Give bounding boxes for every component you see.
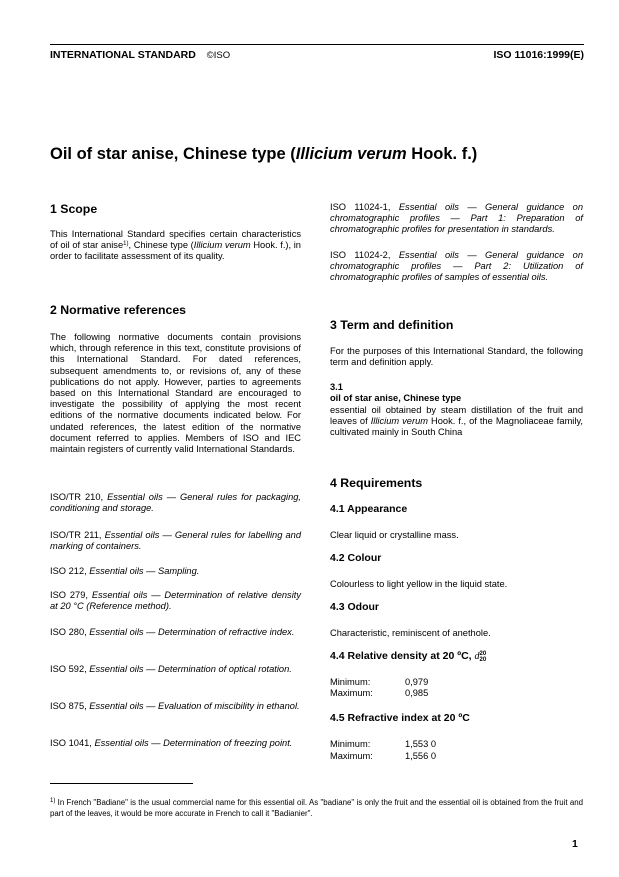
term-definition-italic: Illicium verum bbox=[370, 416, 428, 427]
colour-text: Colourless to light yellow in the liquid state. bbox=[330, 579, 508, 589]
density-max-value: 0,985 bbox=[405, 688, 429, 698]
density-max-label: Maximum: bbox=[330, 688, 373, 698]
reference-item bbox=[50, 492, 301, 514]
density-sup: 20 bbox=[479, 651, 487, 657]
reference-id: ISO 875, bbox=[50, 701, 90, 711]
header-copyright: ©ISO bbox=[206, 50, 231, 61]
document-title bbox=[50, 145, 477, 164]
reference-id: ISO/TR 211, bbox=[50, 530, 105, 540]
requirements-heading: 4 Requirements bbox=[330, 476, 423, 490]
scope-text-part2: , Chinese type ( bbox=[128, 240, 194, 251]
reference-title: Essential oils — Determination of optical rotation. bbox=[89, 664, 292, 674]
reference-title: Essential oils — Determination of freezing point. bbox=[94, 738, 293, 748]
reference-id: ISO 11024-1, bbox=[330, 202, 399, 212]
term-intro: For the purposes of this International Standard, the following term and definition apply. bbox=[330, 346, 583, 368]
term-definition-part2: Hook. f., of the Magnoliaceae family, cultivated mainly in South China bbox=[330, 416, 583, 438]
reference-title: Essential oils — General guidance on chromatographic profiles — Part 1: Preparation of chromatographic profiles for presentation in standards. bbox=[330, 202, 583, 235]
reference-item bbox=[50, 664, 301, 675]
reference-id: ISO 279, bbox=[50, 590, 92, 600]
appearance-heading: 4.1 Appearance bbox=[330, 503, 408, 515]
reference-title: Essential oils — Determination of refractive index. bbox=[89, 627, 295, 637]
reference-title: Essential oils — General guidance on chromatographic profiles — Part 2: Utilization of chromatographic profiles of samples of essential oils. bbox=[330, 250, 583, 283]
refractive-min-row bbox=[330, 739, 436, 750]
reference-id: ISO 11024-2, bbox=[330, 250, 399, 260]
scope-text-part3: Hook. f.), in order to facilitate assessment of its quality. bbox=[50, 240, 301, 262]
title-italic: Illicium verum bbox=[295, 145, 407, 163]
reference-item bbox=[50, 627, 301, 638]
density-heading bbox=[330, 650, 583, 663]
reference-item bbox=[50, 738, 301, 749]
reference-id: ISO 280, bbox=[50, 627, 90, 637]
density-sub: 20 bbox=[479, 657, 487, 663]
density-heading-text: 4.4 Relative density at 20 ºC, bbox=[330, 650, 472, 662]
reference-id: ISO 592, bbox=[50, 664, 90, 674]
odour-text: Characteristic, reminiscent of anethole. bbox=[330, 628, 491, 638]
title-suffix: Hook. f.) bbox=[406, 145, 478, 163]
refractive-min-label: Minimum: bbox=[330, 739, 371, 749]
reference-item bbox=[330, 250, 583, 284]
refractive-max-value: 1,556 0 bbox=[405, 751, 437, 761]
title-prefix: Oil of star anise, Chinese type ( bbox=[50, 145, 296, 163]
term-number: 3.1 bbox=[330, 382, 343, 392]
colour-heading: 4.2 Colour bbox=[330, 552, 382, 564]
density-symbol-indices bbox=[480, 651, 487, 663]
reference-title: Essential oils — Determination of relative density at 20 °C (Reference method). bbox=[50, 590, 301, 612]
odour-heading: 4.3 Odour bbox=[330, 601, 380, 613]
appearance-text: Clear liquid or crystalline mass. bbox=[330, 530, 459, 540]
header-label: INTERNATIONAL STANDARD bbox=[50, 49, 196, 61]
reference-title: Essential oils — General rules for packaging, conditioning and storage. bbox=[50, 492, 301, 514]
footnote-text: In French "Badiane" is the usual commercial name for this essential oil. As "badiane" is only the fruit and the essential oil is obtained from the fruit and part of the leaves, it would be more accurate in French to call it "Badianier". bbox=[50, 798, 583, 818]
reference-item bbox=[50, 590, 301, 612]
reference-id: ISO 1041, bbox=[50, 738, 95, 748]
footnote-separator bbox=[50, 783, 193, 784]
running-header bbox=[50, 44, 584, 65]
reference-item bbox=[50, 701, 301, 712]
reference-id: ISO/TR 210, bbox=[50, 492, 108, 502]
refractive-heading: 4.5 Refractive index at 20 ºC bbox=[330, 712, 470, 724]
footnote bbox=[50, 797, 583, 819]
scope-heading: 1 Scope bbox=[50, 202, 98, 216]
reference-item bbox=[50, 566, 301, 577]
reference-title: Essential oils — General rules for labelling and marking of containers. bbox=[50, 530, 301, 552]
normative-heading: 2 Normative references bbox=[50, 303, 187, 317]
normative-intro: The following normative documents contain provisions which, through reference in this text, constitute provisions of this International Standard. For dated references, subsequent amendments to, or revisions of, any of these publications do not apply. However, parties to agreements based on this International Standard are encouraged to investigate the possibility of applying the most recent editions of the normative documents indicated below. For undated references, the latest edition of the normative document referred to applies. Members of ISO and IEC maintain registers of currently valid International Standards. bbox=[50, 332, 301, 455]
refractive-max-label: Maximum: bbox=[330, 751, 373, 761]
scope-text-part1: This International Standard specifies certain characteristics of oil of star anise bbox=[50, 229, 301, 251]
refractive-max-row bbox=[330, 751, 436, 762]
density-min-label: Minimum: bbox=[330, 677, 371, 687]
scope-text bbox=[50, 229, 301, 263]
density-max-row bbox=[330, 688, 428, 699]
term-definition bbox=[330, 405, 583, 439]
density-symbol: d bbox=[474, 651, 480, 662]
refractive-min-value: 1,553 0 bbox=[405, 739, 437, 749]
page-number: 1 bbox=[572, 838, 578, 850]
term-name: oil of star anise, Chinese type bbox=[330, 393, 462, 403]
reference-item bbox=[330, 202, 583, 236]
reference-title: Essential oils — Evaluation of miscibility in ethanol. bbox=[89, 701, 300, 711]
reference-title: Essential oils — Sampling. bbox=[89, 566, 200, 576]
density-min-row bbox=[330, 677, 428, 688]
scope-text-italic: Illicium verum bbox=[193, 240, 251, 251]
reference-item bbox=[50, 530, 301, 552]
footnote-ref[interactable]: 1) bbox=[123, 241, 129, 248]
reference-id: ISO 212, bbox=[50, 566, 90, 576]
header-standard-number: ISO 11016:1999(E) bbox=[493, 49, 584, 61]
term-heading: 3 Term and definition bbox=[330, 318, 454, 332]
footnote-mark: 1) bbox=[50, 798, 56, 804]
density-min-value: 0,979 bbox=[405, 677, 429, 687]
term-definition-part1: essential oil obtained by steam distillation of the fruit and leaves of bbox=[330, 405, 583, 427]
